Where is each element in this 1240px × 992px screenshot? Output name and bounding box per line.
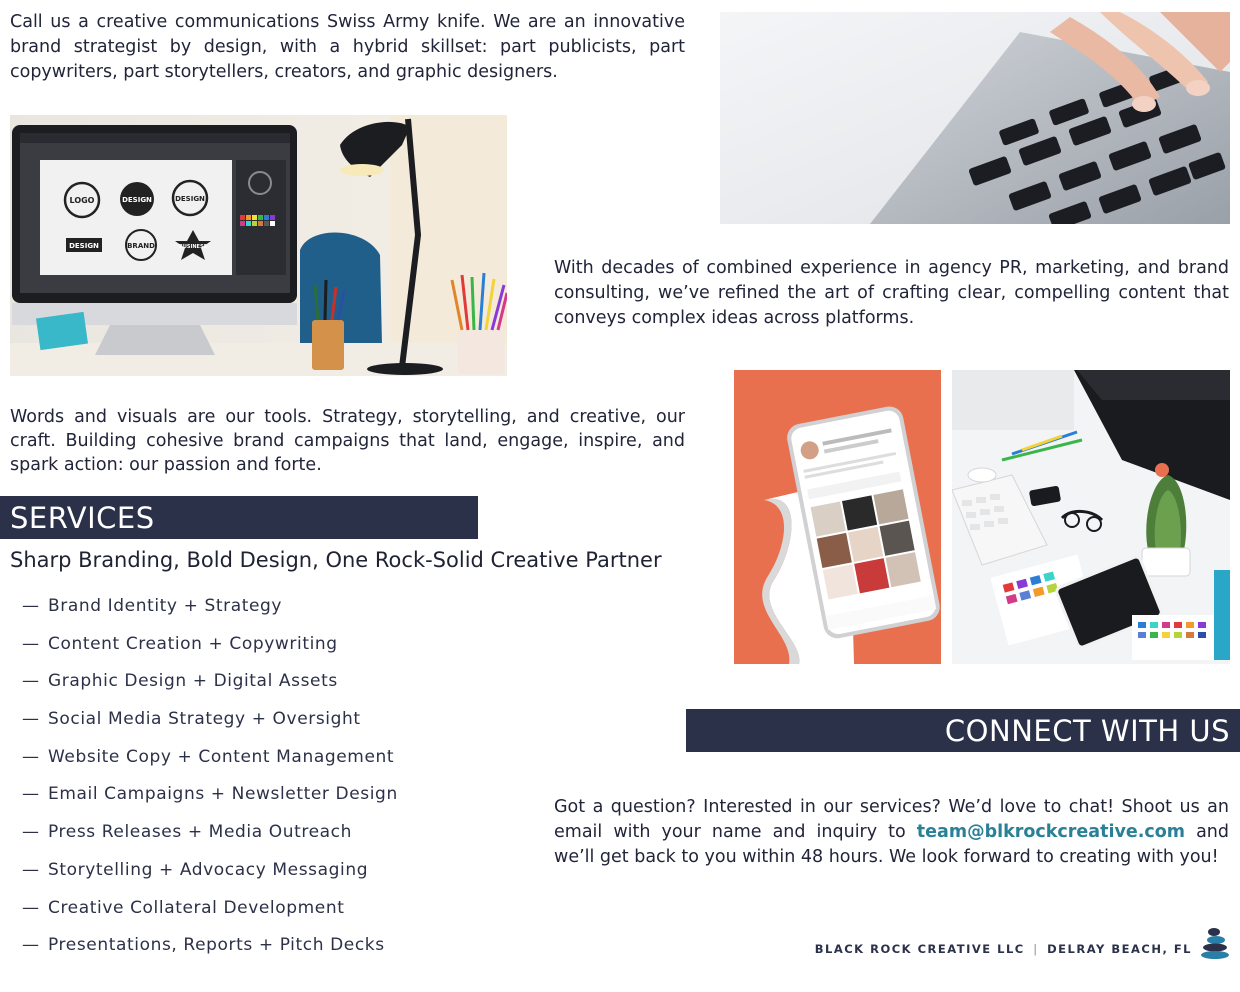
- experience-paragraph: With decades of combined experience in agency PR, marketing, and brand consulting, we’ve refined the art of crafting clear, compelling content that conveys complex ideas across platforms.: [554, 258, 1229, 328]
- service-label: Press Releases + Media Outreach: [48, 822, 352, 843]
- services-heading-bar: [0, 496, 478, 539]
- service-label: Email Campaigns + Newsletter Design: [48, 784, 398, 805]
- footer-company: BLACK ROCK CREATIVE LLC: [814, 942, 1025, 956]
- dash-glyph: —: [22, 935, 40, 956]
- dash-glyph: —: [22, 784, 40, 805]
- service-label: Graphic Design + Digital Assets: [48, 671, 338, 692]
- brand-badge-text: BRAND: [127, 242, 155, 250]
- dash-glyph: —: [22, 671, 40, 692]
- stacked-rocks-logo-icon: [1200, 927, 1230, 959]
- list-item: [22, 890, 398, 928]
- list-item: [22, 626, 398, 664]
- connect-text-intro: Got a question? Interested in our services? We’d love to chat! Shoot us an email with your name and inquiry to: [554, 797, 1229, 842]
- design-badge-text: DESIGN: [69, 242, 99, 250]
- connect-heading: CONNECT WITH US: [944, 714, 1230, 748]
- list-item: [22, 927, 398, 965]
- connect-heading-bar: [686, 709, 1240, 752]
- list-item: [22, 739, 398, 777]
- service-label: Website Copy + Content Management: [48, 746, 395, 767]
- service-label: Creative Collateral Development: [48, 897, 345, 918]
- footer-line: [815, 942, 1192, 956]
- phone-social-photo: [734, 370, 941, 664]
- business-badge-text: BUSINESS: [179, 244, 207, 250]
- connect-paragraph: [554, 795, 1229, 870]
- design-desk-photo: [10, 115, 507, 376]
- service-label: Content Creation + Copywriting: [48, 633, 338, 654]
- design-badge-text: DESIGN: [175, 195, 205, 203]
- service-label: Presentations, Reports + Pitch Decks: [48, 935, 385, 956]
- design-badge-text: DESIGN: [122, 196, 152, 204]
- list-item: [22, 701, 398, 739]
- logo-badge-text: LOGO: [69, 196, 95, 205]
- services-heading: SERVICES: [10, 501, 155, 535]
- list-item: [22, 852, 398, 890]
- tools-paragraph: Words and visuals are our tools. Strategy, storytelling, and creative, our craft. Building cohesive brand campaigns that land, engage, inspire, and spark action: our passion and forte.: [10, 407, 685, 475]
- laptop-typing-photo: [720, 12, 1230, 224]
- services-subheading: Sharp Branding, Bold Design, One Rock-Solid Creative Partner: [10, 548, 662, 572]
- workspace-swatches-photo: [952, 370, 1230, 664]
- email-link[interactable]: team@blkrockcreative.com: [916, 822, 1186, 842]
- dash-glyph: —: [22, 822, 40, 843]
- list-item: [22, 776, 398, 814]
- list-item: [22, 814, 398, 852]
- footer-location: DELRAY BEACH, FL: [1047, 942, 1192, 956]
- dash-glyph: —: [22, 633, 40, 654]
- connect-text-outro: and we’ll get back to you within 48 hours. We look forward to creating with you!: [554, 822, 1229, 867]
- list-item: [22, 588, 398, 626]
- dash-glyph: —: [22, 897, 40, 918]
- dash-glyph: —: [22, 746, 40, 767]
- footer-separator: |: [1033, 942, 1039, 956]
- service-label: Brand Identity + Strategy: [48, 596, 283, 616]
- services-list: [22, 588, 398, 965]
- list-item: [22, 663, 398, 701]
- service-label: Storytelling + Advocacy Messaging: [48, 859, 369, 880]
- dash-glyph: —: [22, 859, 40, 880]
- dash-glyph: —: [22, 596, 40, 616]
- intro-paragraph: Call us a creative communications Swiss Army knife. We are an innovative brand strategist by design, with a hybrid skillset: part publicists, part copywriters, part storytellers, creators, and graphic designers.: [10, 12, 685, 82]
- service-label: Social Media Strategy + Oversight: [48, 709, 361, 730]
- dash-glyph: —: [22, 709, 40, 730]
